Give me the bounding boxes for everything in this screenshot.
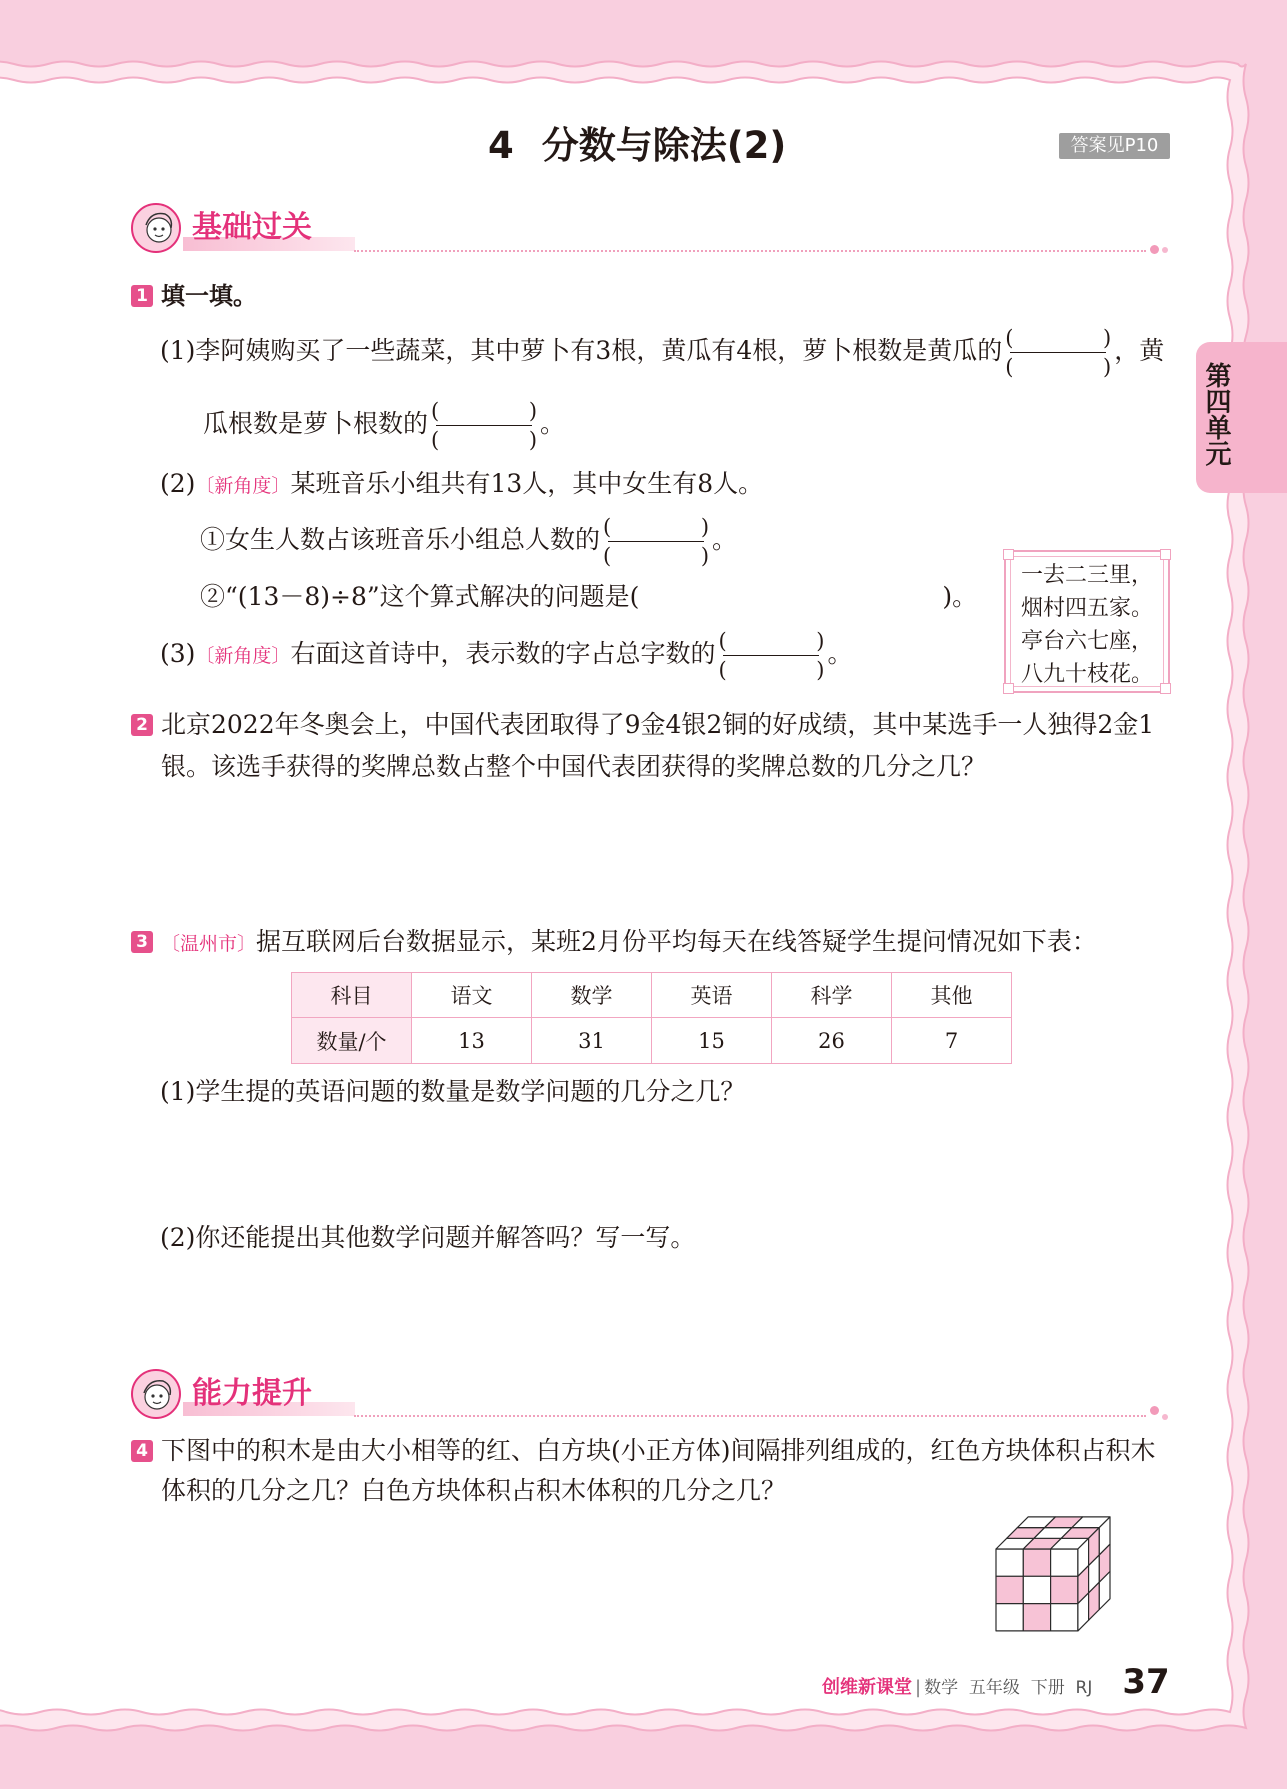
numerator-blank (431, 398, 537, 424)
fraction-bar (608, 541, 704, 542)
question-number-badge: 3 (131, 931, 153, 953)
denominator-blank (718, 657, 824, 683)
cube-front-red-block (1023, 1604, 1050, 1631)
question-number-badge: 4 (131, 1440, 153, 1462)
poem-line: 八九十枝花。 (1020, 662, 1153, 687)
new-angle-tag: 〔新角度〕 (195, 645, 291, 667)
mascot-icon (129, 201, 185, 255)
q1-part3-text: 右面这首诗中，表示数的字占总字数的 (290, 639, 716, 668)
fraction-bar (436, 425, 532, 426)
open-paren: ( (431, 399, 440, 423)
close-paren: ) (1103, 355, 1112, 379)
open-paren: ( (603, 515, 612, 539)
table-header-row (292, 973, 1012, 1018)
footer-brand: 创维新课堂 (822, 1677, 912, 1698)
close-paren: ) (816, 629, 825, 653)
page-number: 37 (1122, 1662, 1170, 1702)
open-paren: ( (431, 428, 440, 452)
numerator-blank (603, 514, 709, 540)
table-cell: 英语 (652, 973, 772, 1018)
table-cell: 其他 (892, 973, 1012, 1018)
lesson-number: 4 (488, 124, 514, 167)
question-number-badge: 2 (131, 714, 153, 736)
open-paren: ( (718, 658, 727, 682)
poem-line: 亭台六七座， (1020, 629, 1153, 654)
denominator-blank (431, 427, 537, 453)
cube-front-white-block (1051, 1604, 1078, 1631)
q1-part3-period: 。 (827, 639, 853, 668)
q1-part1-line1 (160, 326, 1165, 379)
q1-part2-sub1 (200, 515, 738, 568)
section-divider-dotted (354, 1415, 1146, 1417)
table-cell: 13 (412, 1018, 532, 1064)
table-cell: 科目 (292, 973, 412, 1018)
page-title (488, 124, 786, 168)
divider-end-dot (1150, 1406, 1159, 1415)
q1-part2-text: 某班音乐小组共有13人，其中女生有8人。 (290, 469, 764, 498)
cube-front-red-block (1051, 1576, 1078, 1603)
questions-data-table (291, 972, 1012, 1064)
table-row (292, 1018, 1012, 1064)
unit-tab-label: 第四单元 (1201, 362, 1231, 466)
close-paren: ) (528, 399, 538, 423)
q2-line1: 北京2022年冬奥会上，中国代表团取得了9金4银2铜的好成绩，其中某选手一人独得2金1 (161, 710, 1155, 739)
fraction-bar (723, 655, 819, 656)
cube-front-white-block (1023, 1576, 1050, 1603)
q1-stem: 填一填。 (161, 282, 257, 310)
new-angle-tag: 〔新角度〕 (195, 475, 291, 497)
denominator-blank (603, 543, 709, 569)
block-cube-figure (988, 1513, 1114, 1635)
q3-part1: (1)学生提的英语问题的数量是数学问题的几分之几？ (160, 1077, 746, 1106)
q3-part2: (2)你还能提出其他数学问题并解答吗？写一写。 (160, 1223, 696, 1252)
table-cell: 科学 (772, 973, 892, 1018)
poem-line: 一去二三里， (1020, 563, 1153, 588)
q1-part3-label: (3) (160, 639, 196, 668)
close-paren: ) (700, 544, 710, 568)
section-divider-dotted (354, 250, 1146, 252)
answer-reference-badge: 答案见P10 (1059, 133, 1170, 159)
cube-front-white-block (996, 1604, 1023, 1631)
section-title-advanced: 能力提升 (192, 1376, 312, 1411)
divider-end-dot (1162, 247, 1168, 253)
close-paren: ) (700, 515, 710, 539)
cube-front-red-block (996, 1576, 1023, 1603)
divider-end-dot (1162, 1414, 1168, 1420)
q1-part1-line2 (203, 399, 566, 452)
q3-stem (161, 927, 1097, 959)
fraction-answer-blank (718, 628, 824, 683)
cube-front-white-block (996, 1549, 1023, 1576)
page-footer (822, 1662, 1170, 1706)
section-title-basic: 基础过关 (192, 210, 312, 245)
q1-part3-line (160, 629, 853, 682)
numerator-blank (718, 628, 824, 654)
open-paren: ( (718, 629, 727, 653)
mascot-icon (129, 1367, 185, 1421)
q2-line2: 银。该选手获得的奖牌总数占整个中国代表团获得的奖牌总数的几分之几？ (161, 752, 987, 781)
q1-part1-text-tail: ，黄 (1114, 336, 1165, 365)
table-cell: 26 (772, 1018, 892, 1064)
poem-text (1006, 559, 1168, 691)
footer-book-info: 数学 五年级 下册 RJ (924, 1678, 1093, 1698)
frame-inner-wave (0, 78, 1233, 1715)
fraction-answer-blank (431, 398, 537, 453)
q1-part1-text-cont: 瓜根数是萝卜根数的 (203, 409, 429, 438)
q1-part2-sub2-close: )。 (942, 582, 978, 611)
q1-part2-sub1-text: ①女生人数占该班音乐小组总人数的 (200, 525, 601, 554)
table-cell: 数学 (532, 973, 652, 1018)
unit-side-tab (1196, 342, 1287, 493)
open-paren: ( (1005, 326, 1014, 350)
divider-end-dot (1150, 245, 1159, 254)
fraction-answer-blank (603, 514, 709, 569)
table-cell: 7 (892, 1018, 1012, 1064)
q1-part1-period: 。 (540, 409, 566, 438)
fraction-answer-blank (1005, 325, 1111, 380)
q1-part2-sub2 (200, 582, 977, 612)
table-cell: 语文 (412, 973, 532, 1018)
open-paren: ( (603, 544, 612, 568)
open-paren: ( (1005, 355, 1014, 379)
close-paren: ) (528, 428, 538, 452)
cube-front-red-block (1023, 1549, 1050, 1576)
table-cell: 31 (532, 1018, 652, 1064)
answer-blank (639, 595, 942, 605)
poem-box (1004, 550, 1170, 693)
close-paren: ) (816, 658, 825, 682)
numerator-blank (1005, 325, 1111, 351)
q1-part1-text: (1)李阿姨购买了一些蔬菜，其中萝卜有3根，黄瓜有4根，萝卜根数是黄瓜的 (160, 336, 1003, 365)
footer-separator: | (915, 1677, 922, 1698)
table-cell: 15 (652, 1018, 772, 1064)
denominator-blank (1005, 354, 1111, 380)
cube-front-white-block (1051, 1549, 1078, 1576)
q1-part2-label: (2) (160, 469, 196, 498)
close-paren: ) (1103, 326, 1112, 350)
table-cell: 数量/个 (292, 1018, 412, 1064)
q3-stem-text: 据互联网后台数据显示，某班2月份平均每天在线答疑学生提问情况如下表： (256, 927, 1097, 956)
lesson-title: 分数与除法(2) (541, 124, 787, 167)
region-tag: 〔温州市〕 (161, 933, 257, 955)
q4-line2: 体积的几分之几？白色方块体积占积木体积的几分之几？ (161, 1476, 787, 1505)
fraction-bar (1010, 352, 1106, 353)
q4-line1: 下图中的积木是由大小相等的红、白方块(小正方体)间隔排列组成的，红色方块体积占积木 (161, 1436, 1156, 1465)
q1-part2-line (160, 469, 763, 501)
question-number-badge: 1 (131, 285, 153, 307)
q1-part2-sub1-period: 。 (712, 525, 738, 554)
q1-part2-sub2-text: ②“(13－8)÷8”这个算式解决的问题是( (200, 582, 640, 611)
poem-line: 烟村四五家。 (1020, 596, 1153, 621)
